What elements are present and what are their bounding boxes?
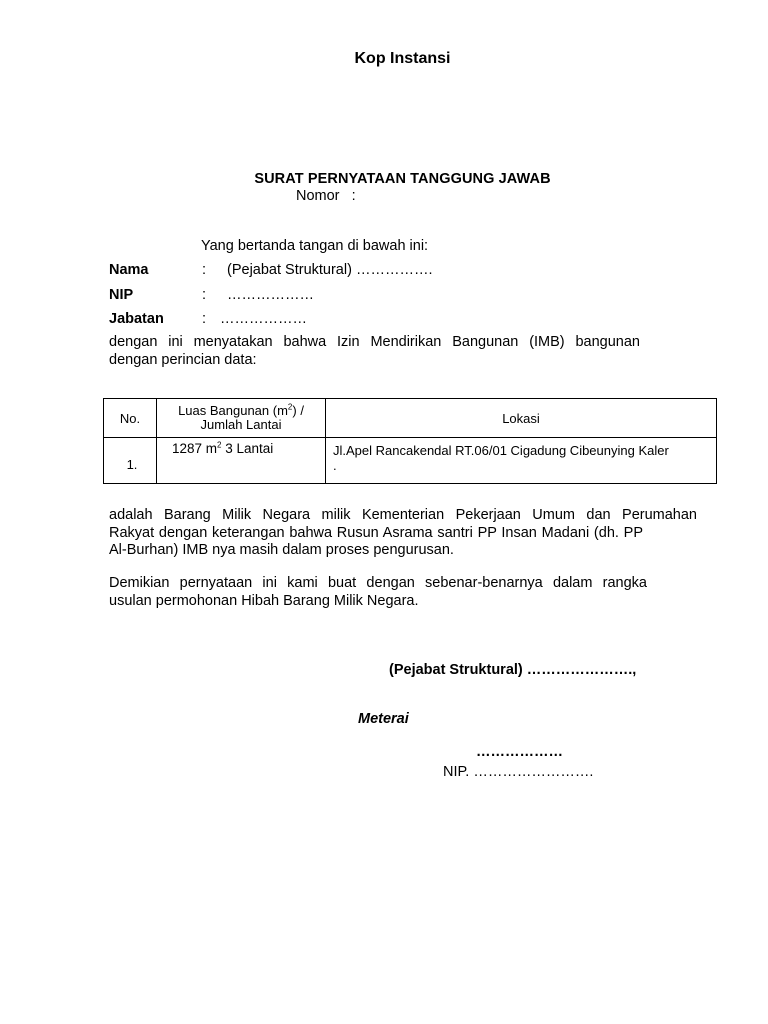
header-luas-text: Luas Bangunan (m bbox=[178, 403, 288, 418]
body-paragraph-1 bbox=[109, 507, 697, 560]
cell-luas-sup: 2 bbox=[217, 440, 222, 450]
body-paragraph-2 bbox=[109, 575, 647, 610]
table-cell-no bbox=[104, 438, 157, 484]
cell-lokasi-content bbox=[326, 438, 716, 473]
nomor-line bbox=[296, 188, 356, 204]
signature-name-placeholder: ……………… bbox=[476, 744, 563, 760]
field-colon-nama: : bbox=[202, 262, 207, 278]
table-row bbox=[104, 438, 717, 484]
building-data-table bbox=[103, 398, 717, 484]
header-luas-sup: 2 bbox=[287, 402, 293, 412]
cell-luas-lantai: 3 Lantai bbox=[221, 441, 274, 456]
field-label-nip: NIP bbox=[109, 287, 134, 303]
statement-line: dengan perincian data: bbox=[109, 351, 257, 368]
nomor-label: Nomor bbox=[296, 188, 340, 204]
header-luas-text-end: ) / bbox=[292, 403, 304, 418]
signature-official-title: (Pejabat Struktural) …………………., bbox=[389, 662, 637, 678]
cell-luas-value: 1287 m bbox=[172, 441, 218, 456]
header-jumlah-lantai: Jumlah Lantai bbox=[200, 417, 282, 432]
paragraph-line: Demikian pernyataan ini kami buat dengan sebenar-benarnya dalam rangka bbox=[109, 575, 647, 591]
letterhead-kop-instansi: Kop Instansi bbox=[354, 50, 451, 67]
paragraph-line: Al-Burhan) IMB nya masih dalam proses pengurusan. bbox=[109, 542, 454, 558]
cell-lokasi-tail: . bbox=[333, 458, 337, 473]
field-label-jabatan: Jabatan bbox=[109, 311, 164, 327]
field-value-nip: ……………… bbox=[227, 287, 314, 303]
table-header-luas bbox=[157, 399, 326, 438]
field-value-nama: (Pejabat Struktural) ……………. bbox=[227, 262, 433, 278]
table-header-lokasi: Lokasi bbox=[326, 399, 717, 438]
signature-nip: NIP. ……………………. bbox=[443, 764, 594, 780]
paragraph-line: Rakyat dengan keterangan bahwa Rusun Asrama santri PP Insan Madani (dh. PP bbox=[109, 524, 643, 541]
cell-luas-content bbox=[157, 438, 325, 456]
field-value-jabatan: ……………… bbox=[220, 311, 307, 327]
cell-lokasi-text: Jl.Apel Rancakendal RT.06/01 Cigadung Cibeunying Kaler bbox=[333, 443, 669, 458]
field-colon-jabatan: : bbox=[202, 311, 207, 327]
field-colon-nip: : bbox=[202, 287, 207, 303]
cell-no-text: 1. bbox=[126, 457, 138, 472]
stamp-duty-meterai: Meterai bbox=[358, 711, 409, 727]
statement-paragraph bbox=[109, 334, 640, 369]
table-header-no: No. bbox=[104, 399, 157, 438]
statement-line: dengan ini menyatakan bahwa Izin Mendirikan Bangunan (IMB) bangunan bbox=[109, 334, 640, 350]
paragraph-line: adalah Barang Milik Negara milik Kementerian Pekerjaan Umum dan Perumahan bbox=[109, 507, 697, 523]
table-header-row bbox=[104, 399, 717, 438]
paragraph-line: usulan permohonan Hibah Barang Milik Negara. bbox=[109, 592, 419, 609]
field-label-nama: Nama bbox=[109, 262, 149, 278]
table-cell-luas bbox=[157, 438, 326, 484]
document-title: SURAT PERNYATAAN TANGGUNG JAWAB bbox=[254, 171, 551, 187]
table-cell-lokasi bbox=[326, 438, 717, 484]
intro-text: Yang bertanda tangan di bawah ini: bbox=[201, 238, 429, 254]
nomor-colon: : bbox=[351, 188, 356, 204]
